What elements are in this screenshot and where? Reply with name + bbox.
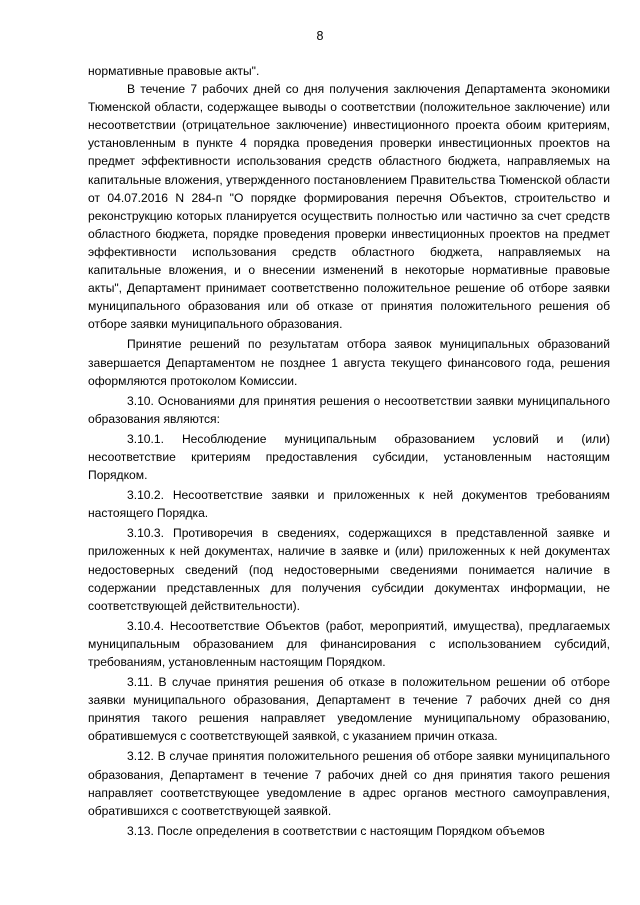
- paragraph-3-13: 3.13. После определения в соответствии с настоящим Порядком объемов: [127, 823, 545, 838]
- page-number: 8: [316, 29, 324, 43]
- paragraph-3-10: 3.10. Основаниями для принятия решения о несоответствии заявки муниципального образования являются:: [88, 393, 610, 426]
- document-body: [88, 62, 610, 840]
- paragraph-selection-deadline: Принятие решений по результатам отбора заявок муниципальных образований завершается Департаментом не позднее 1 августа текущего финансового года, решения оформляются протоколом Комиссии.: [88, 337, 610, 388]
- paragraph-3-10-4: 3.10.4. Несоответствие Объектов (работ, мероприятий, имущества), предлагаемых муниципальным образованием для финансирования с использованием субсидий, требованиям, установленным настоящим Порядком.: [88, 618, 610, 669]
- paragraph-3-12: 3.12. В случае принятия положительного решения об отборе заявки муниципального образования, Департамент в течение 7 рабочих дней со дня принятия такого решения направляет соответствующее уведомление в адрес органов местного самоуправления, обратившихся с соответствующей заявкой.: [88, 749, 610, 818]
- paragraph-conclusion-decision: В течение 7 рабочих дней со дня получения заключения Департамента экономики Тюменской области, содержащее выводы о соответствии (положительное заключение) или несоответствии (отрицательное заключение) инвестиционного проекта обоим критериям, установленным в пункте 4 порядка проведения проверки инвестиционных проектов на предмет эффективности использования средств областного бюджета, направляемых на капитальные вложения, утвержденного постановлением Правительства Тюменской области от 04.07.2016 N 284-п "О порядке формирования перечня Объектов, строительство и реконструкцию которых планируется осуществить полностью или частично за счет средств областного бюджета, порядке проведения проверки инвестиционных проектов на предмет эффективности использования средств областного бюджета, направляемых на капитальные вложения, и о внесении изменений в некоторые нормативные правовые акты", Департамент принимает соответственно положительное решение об отборе заявки муниципального образования или об отказе от принятия положительного решения об отборе заявки муниципального образования.: [88, 82, 610, 332]
- paragraph-continuation: нормативные правовые акты".: [88, 64, 260, 78]
- paragraph-3-10-2: 3.10.2. Несоответствие заявки и приложенных к ней документов требованиям настоящего Порядка.: [88, 488, 610, 521]
- paragraph-3-11: 3.11. В случае принятия решения об отказе в положительном решении об отборе заявки муниципального образования, Департамент в течение 7 рабочих дней со дня принятия такого решения направляет уведомление муниципальному образованию, обратившемуся с соответствующей заявкой, с указанием причин отказа.: [88, 675, 610, 744]
- paragraph-3-10-3: 3.10.3. Противоречия в сведениях, содержащихся в представленной заявке и приложенных к ней документах, наличие в заявке и (или) приложенных к ней документах недостоверных сведений (под недостоверными сведениями понимается наличие в содержании представленных для получения субсидии документах информации, не соответствующей действительности).: [88, 526, 610, 613]
- paragraph-3-10-1: 3.10.1. Несоблюдение муниципальным образованием условий и (или) несоответствие критериям предоставления субсидии, установленным настоящим Порядком.: [88, 431, 610, 483]
